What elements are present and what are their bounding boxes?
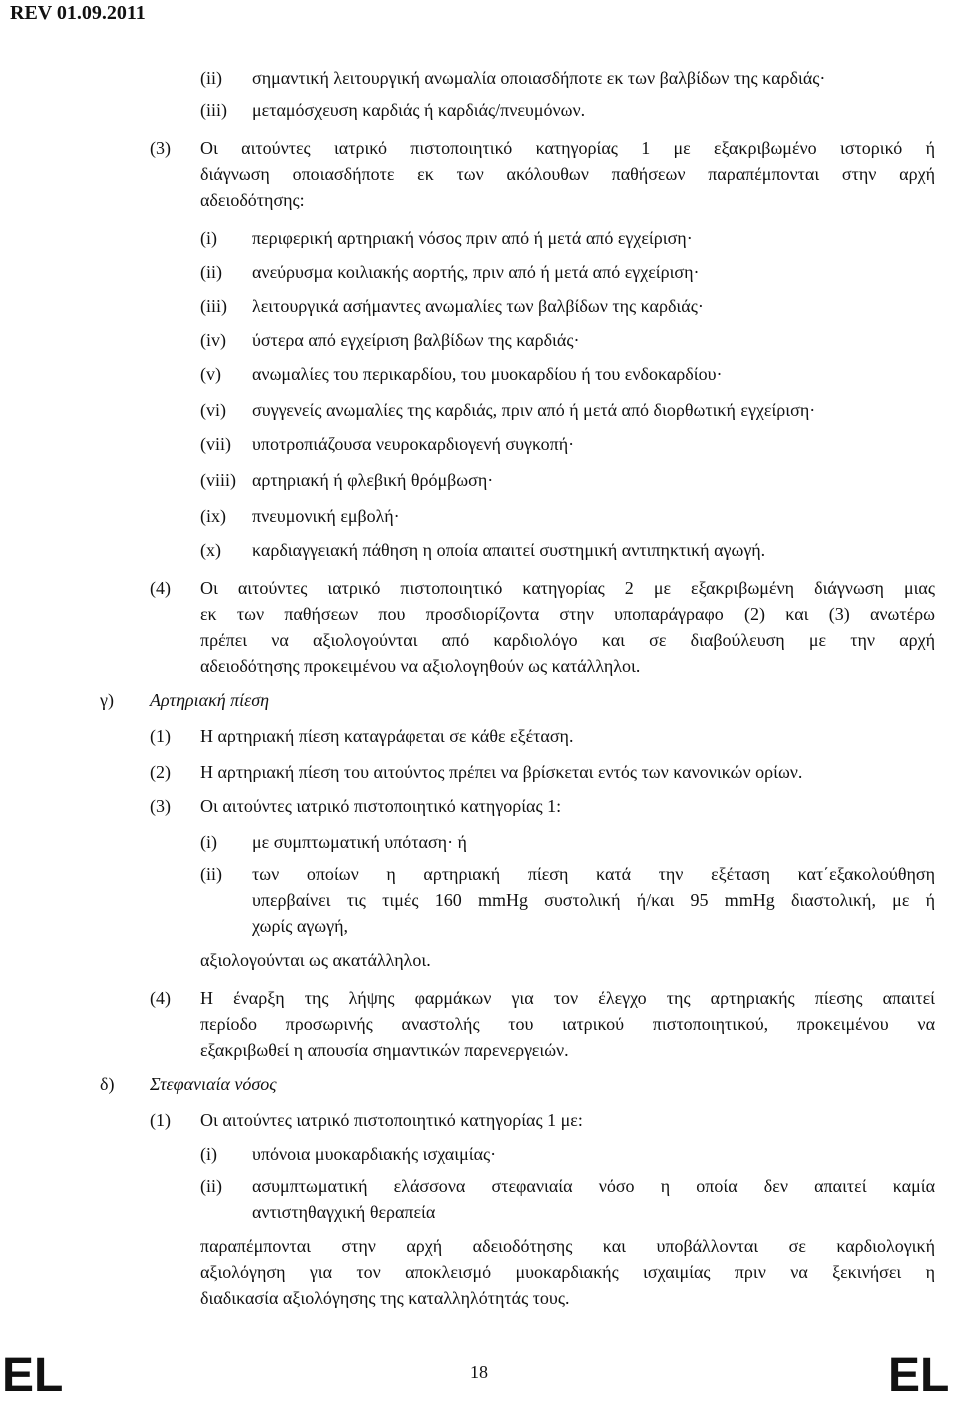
item-text: υπερβαίνει τις τιμές 160 mmHg συστολική ή/και 95 mmHg διαστολική, με ή [252, 890, 935, 910]
item-number: (i) [200, 1144, 217, 1164]
item-text: ύστερα από εγχείριση βαλβίδων της καρδιάς· [252, 330, 580, 350]
item-number: (x) [200, 540, 221, 560]
item-text: αρτηριακή ή φλεβική θρόμβωση· [252, 470, 494, 490]
paragraph-line: εξακριβωθεί η απουσία σημαντικών παρενεργειών. [200, 1040, 569, 1060]
item-text: πνευμονική εμβολή· [252, 506, 400, 526]
section-title-text: Αρτηριακή πίεση [150, 690, 270, 710]
paragraph-number: (3) [150, 138, 171, 158]
paragraph-line: περίοδο προσωρινής αναστολής του ιατρικού πιστοποιητικού, προκειμένου να [200, 1014, 935, 1034]
paragraph-line: διάγνωση οποιασδήποτε εκ των ακόλουθων παθήσεων παραπέμπονται στην αρχή [200, 164, 935, 184]
item-text: υπόνοια μυοκαρδιακής ισχαιμίας· [252, 1144, 497, 1164]
item-number: (ix) [200, 506, 226, 526]
item-text: των οποίων η αρτηριακή πίεση κατά την εξέταση κατ΄εξακολούθηση [252, 864, 935, 884]
item-text: ασυμπτωματική ελάσσονα στεφανιαία νόσο η οποία δεν απαιτεί καμία [252, 1176, 935, 1196]
paragraph-line: εκ των παθήσεων που προσδιορίζοντα στην υποπαράγραφο (2) και (3) ανωτέρω [200, 604, 935, 624]
paragraph-line: Οι αιτούντες ιατρικό πιστοποιητικό κατηγορίας 1 με: [200, 1110, 583, 1130]
item-text: ανεύρυσμα κοιλιακής αορτής, πριν από ή μετά από εγχείριση· [252, 262, 700, 282]
paragraph-line: αξιολόγηση για τον αποκλεισμό μυοκαρδιακής ισχαιμίας πριν να ξεκινήσει η [200, 1262, 935, 1282]
paragraph-line: παραπέμπονται στην αρχή αδειοδότησης και υποβάλλονται σε καρδιολογική [200, 1236, 935, 1256]
item-text: χωρίς αγωγή, [252, 916, 348, 936]
item-text: συγγενείς ανωμαλίες της καρδιάς, πριν από ή μετά από διορθωτική εγχείριση· [252, 400, 816, 420]
paragraph-number: (1) [150, 726, 171, 746]
language-code-right: EL [888, 1349, 950, 1402]
paragraph-number: (3) [150, 796, 171, 816]
item-number: (vii) [200, 434, 231, 454]
item-text: υποτροπιάζουσα νευροκαρδιογενή συγκοπή· [252, 434, 575, 454]
paragraph-line: Η αρτηριακή πίεση καταγράφεται σε κάθε εξέταση. [200, 726, 574, 746]
paragraph-number: (4) [150, 988, 171, 1008]
page-number: 18 [470, 1362, 488, 1382]
item-number: (ii) [200, 262, 222, 282]
section-title-text: Στεφανιαία νόσος [150, 1074, 277, 1094]
paragraph-number: (2) [150, 762, 171, 782]
paragraph-number: (4) [150, 578, 171, 598]
paragraph-line: Οι αιτούντες ιατρικό πιστοποιητικό κατηγορίας 1: [200, 796, 562, 816]
item-text: σημαντική λειτουργική ανωμαλία οποιασδήποτε εκ των βαλβίδων της καρδιάς· [252, 68, 826, 88]
paragraph-number: (1) [150, 1110, 171, 1130]
item-number: (viii) [200, 470, 236, 490]
item-number: (iii) [200, 296, 227, 316]
item-number: (i) [200, 832, 217, 852]
item-number: (ii) [200, 1176, 222, 1196]
paragraph-line: Η αρτηριακή πίεση του αιτούντος πρέπει να βρίσκεται εντός των κανονικών ορίων. [200, 762, 803, 782]
item-text: λειτουργικά ασήμαντες ανωμαλίες των βαλβίδων της καρδιάς· [252, 296, 704, 316]
paragraph-line: πρέπει να αξιολογούνται από καρδιολόγο και σε διαβούλευση με την αρχή [200, 630, 935, 650]
paragraph-line: διαδικασία αξιολόγησης της καταλληλότητάς τους. [200, 1288, 570, 1308]
paragraph-line: Οι αιτούντες ιατρικό πιστοποιητικό κατηγορίας 2 με εξακριβωμένη διάγνωση μιας [200, 578, 935, 598]
section-letter: δ) [100, 1074, 115, 1094]
paragraph-line: αδειοδότησης προκειμένου να αξιολογηθούν ως κατάλληλοι. [200, 656, 641, 676]
item-number: (ii) [200, 864, 222, 884]
paragraph-line: αδειοδότησης: [200, 190, 305, 210]
item-number: (iii) [200, 100, 227, 120]
language-code-left: EL [2, 1349, 64, 1402]
item-text: αντιστηθαγχική θεραπεία [252, 1202, 436, 1222]
section-letter: γ) [100, 690, 114, 710]
item-text: καρδιαγγειακή πάθηση η οποία απαιτεί συστημική αντιπηκτική αγωγή. [252, 540, 766, 560]
item-number: (vi) [200, 400, 226, 420]
paragraph-line: αξιολογούνται ως ακατάλληλοι. [200, 950, 431, 970]
item-text: με συμπτωματική υπόταση· ή [252, 832, 467, 852]
item-number: (i) [200, 228, 217, 248]
item-text: περιφερική αρτηριακή νόσος πριν από ή μετά από εγχείριση· [252, 228, 693, 248]
revision-header: REV 01.09.2011 [10, 2, 146, 24]
section-title [150, 688, 269, 712]
item-text: μεταμόσχευση καρδιάς ή καρδιάς/πνευμόνων. [252, 100, 586, 120]
item-text: ανωμαλίες του περικαρδίου, του μυοκαρδίου ή του ενδοκαρδίου· [252, 364, 723, 384]
item-number: (ii) [200, 68, 222, 88]
paragraph-line: Οι αιτούντες ιατρικό πιστοποιητικό κατηγορίας 1 με εξακριβωμένο ιστορικό ή [200, 138, 935, 158]
item-number: (iv) [200, 330, 226, 350]
item-number: (v) [200, 364, 221, 384]
paragraph-line: Η έναρξη της λήψης φαρμάκων για τον έλεγχο της αρτηριακής πίεσης απαιτεί [200, 988, 935, 1008]
section-title [150, 1072, 277, 1096]
